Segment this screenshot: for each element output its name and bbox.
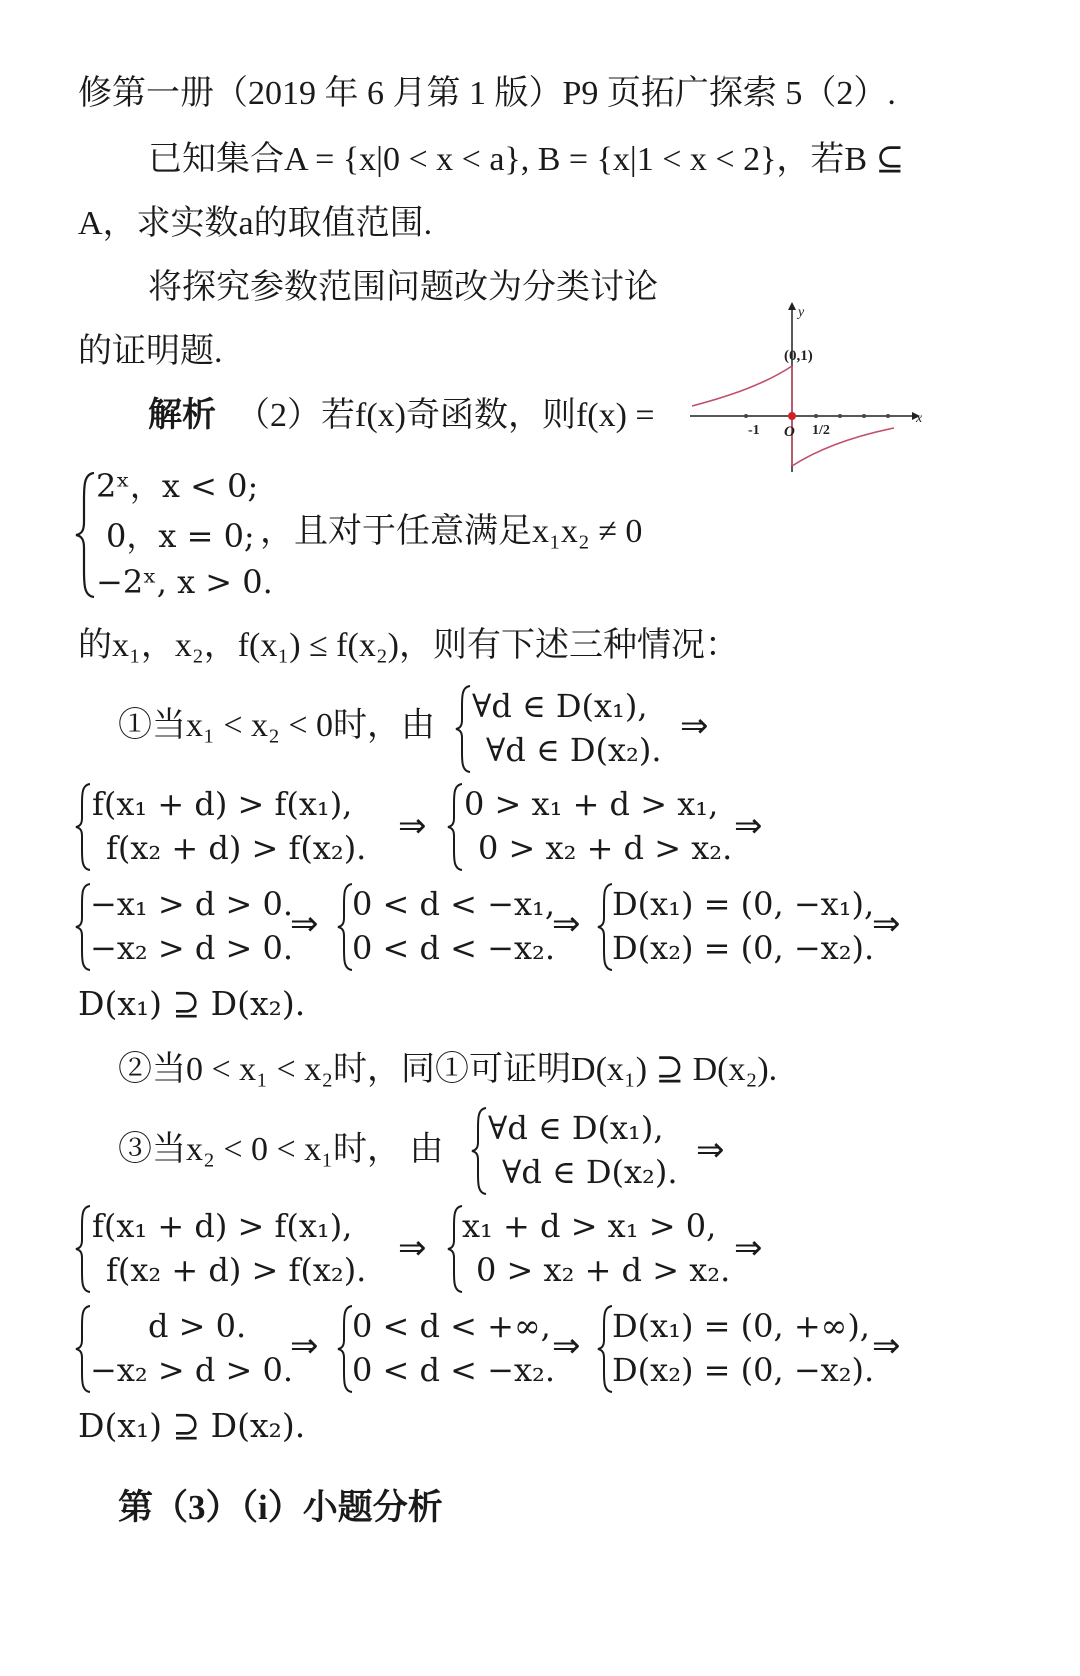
implies-arrow: ⇒ — [552, 904, 581, 944]
paragraph-problem-line1: 已知集合A = {x|0 < x < a}, B = {x|1 < x < 2}，若B ⊆ — [148, 141, 905, 178]
system-row: D(x₁) = (0, −x₁), — [612, 885, 875, 923]
piece-row: 2ˣ，x < 0; — [96, 467, 259, 505]
system-row: d > 0. — [148, 1307, 247, 1345]
paragraph-cases-intro: 的x₁，x₂，f(x₁) ≤ f(x₂)，则有下述三种情况： — [78, 627, 740, 664]
case1-system-5 — [612, 884, 875, 974]
tick-dot — [838, 414, 842, 418]
case3-system-4 — [352, 1306, 556, 1396]
implies-arrow: ⇒ — [872, 1326, 901, 1366]
origin-label: O — [784, 424, 795, 440]
system-row: 0 < d < −x₁, — [352, 885, 556, 923]
section-title: 第（3）（i）小题分析 — [118, 1488, 443, 1527]
brace-icon — [74, 782, 92, 872]
piecewise-tail: ，且对于任意满足x₁x₂ ≠ 0 — [260, 513, 643, 550]
curve-left — [692, 366, 792, 406]
system-row: D(x₁) = (0, +∞), — [612, 1307, 870, 1345]
brace-icon — [454, 684, 472, 774]
case2-text: ②当0 < x₁ < x₂时，同①可证明D(x₁) ⊇ D(x₂). — [118, 1051, 778, 1088]
system-row: 0 > x₂ + d > x₂. — [476, 1251, 731, 1289]
system-row: ∀d ∈ D(x₂). — [502, 1153, 678, 1191]
system-row: −x₂ > d > 0. — [90, 1351, 294, 1389]
system-row: ∀d ∈ D(x₂). — [486, 731, 662, 769]
implies-arrow: ⇒ — [398, 1228, 427, 1268]
case1-conclusion: D(x₁) ⊇ D(x₂). — [78, 984, 306, 1023]
case3-system-5 — [612, 1306, 875, 1396]
system-row: 0 > x₂ + d > x₂. — [478, 829, 733, 867]
system-row: f(x₂ + d) > f(x₂). — [106, 829, 367, 867]
case1-system-4 — [352, 884, 556, 974]
system-row: 0 < d < −x₂. — [352, 929, 556, 967]
system-row: −x₁ > d > 0. — [90, 885, 294, 923]
system-row: D(x₂) = (0, −x₂). — [612, 929, 875, 967]
system-row: ∀d ∈ D(x₁), — [472, 687, 648, 725]
implies-arrow: ⇒ — [734, 806, 763, 846]
tick-dot — [744, 414, 748, 418]
case1-system-3 — [90, 884, 294, 974]
origin-dot — [788, 412, 796, 420]
system-row: f(x₁ + d) > f(x₁), — [92, 1207, 353, 1245]
paragraph-problem-line2: A，求实数a的取值范围. — [78, 205, 433, 242]
y-axis-label: y — [798, 305, 805, 320]
case3-system-3 — [90, 1306, 294, 1396]
function-graph — [690, 300, 930, 480]
paragraph-source: 修第一册（2019 年 6 月第 1 版）P9 页拓广探索 5（2）. — [78, 75, 896, 112]
x-axis-label: x — [916, 411, 923, 426]
system-row: D(x₂) = (0, −x₂). — [612, 1351, 875, 1389]
analysis-text: （2）若f(x)奇函数，则f(x) = — [236, 397, 655, 434]
implies-arrow: ⇒ — [734, 1228, 763, 1268]
case3-system-1 — [92, 1206, 392, 1296]
system-row: f(x₁ + d) > f(x₁), — [92, 785, 353, 823]
piecewise-brace-icon — [74, 470, 96, 600]
system-row: x₁ + d > x₁ > 0, — [462, 1207, 717, 1245]
tick-label-half: 1/2 — [812, 423, 830, 438]
implies-arrow: ⇒ — [290, 1326, 319, 1366]
system-row: f(x₂ + d) > f(x₂). — [106, 1251, 367, 1289]
implies-arrow: ⇒ — [552, 1326, 581, 1366]
case3-conclusion: D(x₁) ⊇ D(x₂). — [78, 1406, 306, 1445]
case3-system-2 — [462, 1206, 731, 1296]
paragraph-rewrite-line2: 的证明题. — [78, 333, 223, 370]
brace-icon — [446, 782, 464, 872]
implies-arrow: ⇒ — [696, 1130, 725, 1170]
tick-dot — [862, 414, 866, 418]
case1-system-2 — [464, 784, 733, 874]
system-row: ∀d ∈ D(x₁), — [488, 1109, 664, 1147]
piece-row: 0，x = 0; — [106, 517, 255, 555]
piece-row: −2ˣ, x > 0. — [96, 563, 273, 601]
case3-given — [488, 1108, 708, 1198]
brace-icon — [470, 1106, 488, 1196]
tick-label-neg: -1 — [748, 423, 760, 438]
case1-given — [472, 686, 692, 776]
brace-icon — [74, 1204, 92, 1294]
point-label: (0,1) — [784, 348, 813, 364]
case1-lead: ①当x₁ < x₂ < 0时，由 — [118, 707, 436, 744]
implies-arrow: ⇒ — [290, 904, 319, 944]
implies-arrow: ⇒ — [680, 706, 709, 746]
implies-arrow: ⇒ — [872, 904, 901, 944]
implies-arrow: ⇒ — [398, 806, 427, 846]
tick-dot — [814, 414, 818, 418]
case1-system-1 — [92, 784, 392, 874]
paragraph-rewrite-line1: 将探究参数范围问题改为分类讨论 — [148, 269, 658, 306]
y-axis-arrow-icon — [788, 302, 796, 310]
system-row: 0 > x₁ + d > x₁, — [464, 785, 719, 823]
system-row: 0 < d < +∞, — [352, 1307, 551, 1345]
case3-lead: ③当x₂ < 0 < x₁时， 由 — [118, 1131, 444, 1168]
system-row: −x₂ > d > 0. — [90, 929, 294, 967]
analysis-label: 解析 — [148, 397, 216, 434]
system-row: 0 < d < −x₂. — [352, 1351, 556, 1389]
tick-dot — [886, 414, 890, 418]
curve-right — [792, 428, 894, 466]
